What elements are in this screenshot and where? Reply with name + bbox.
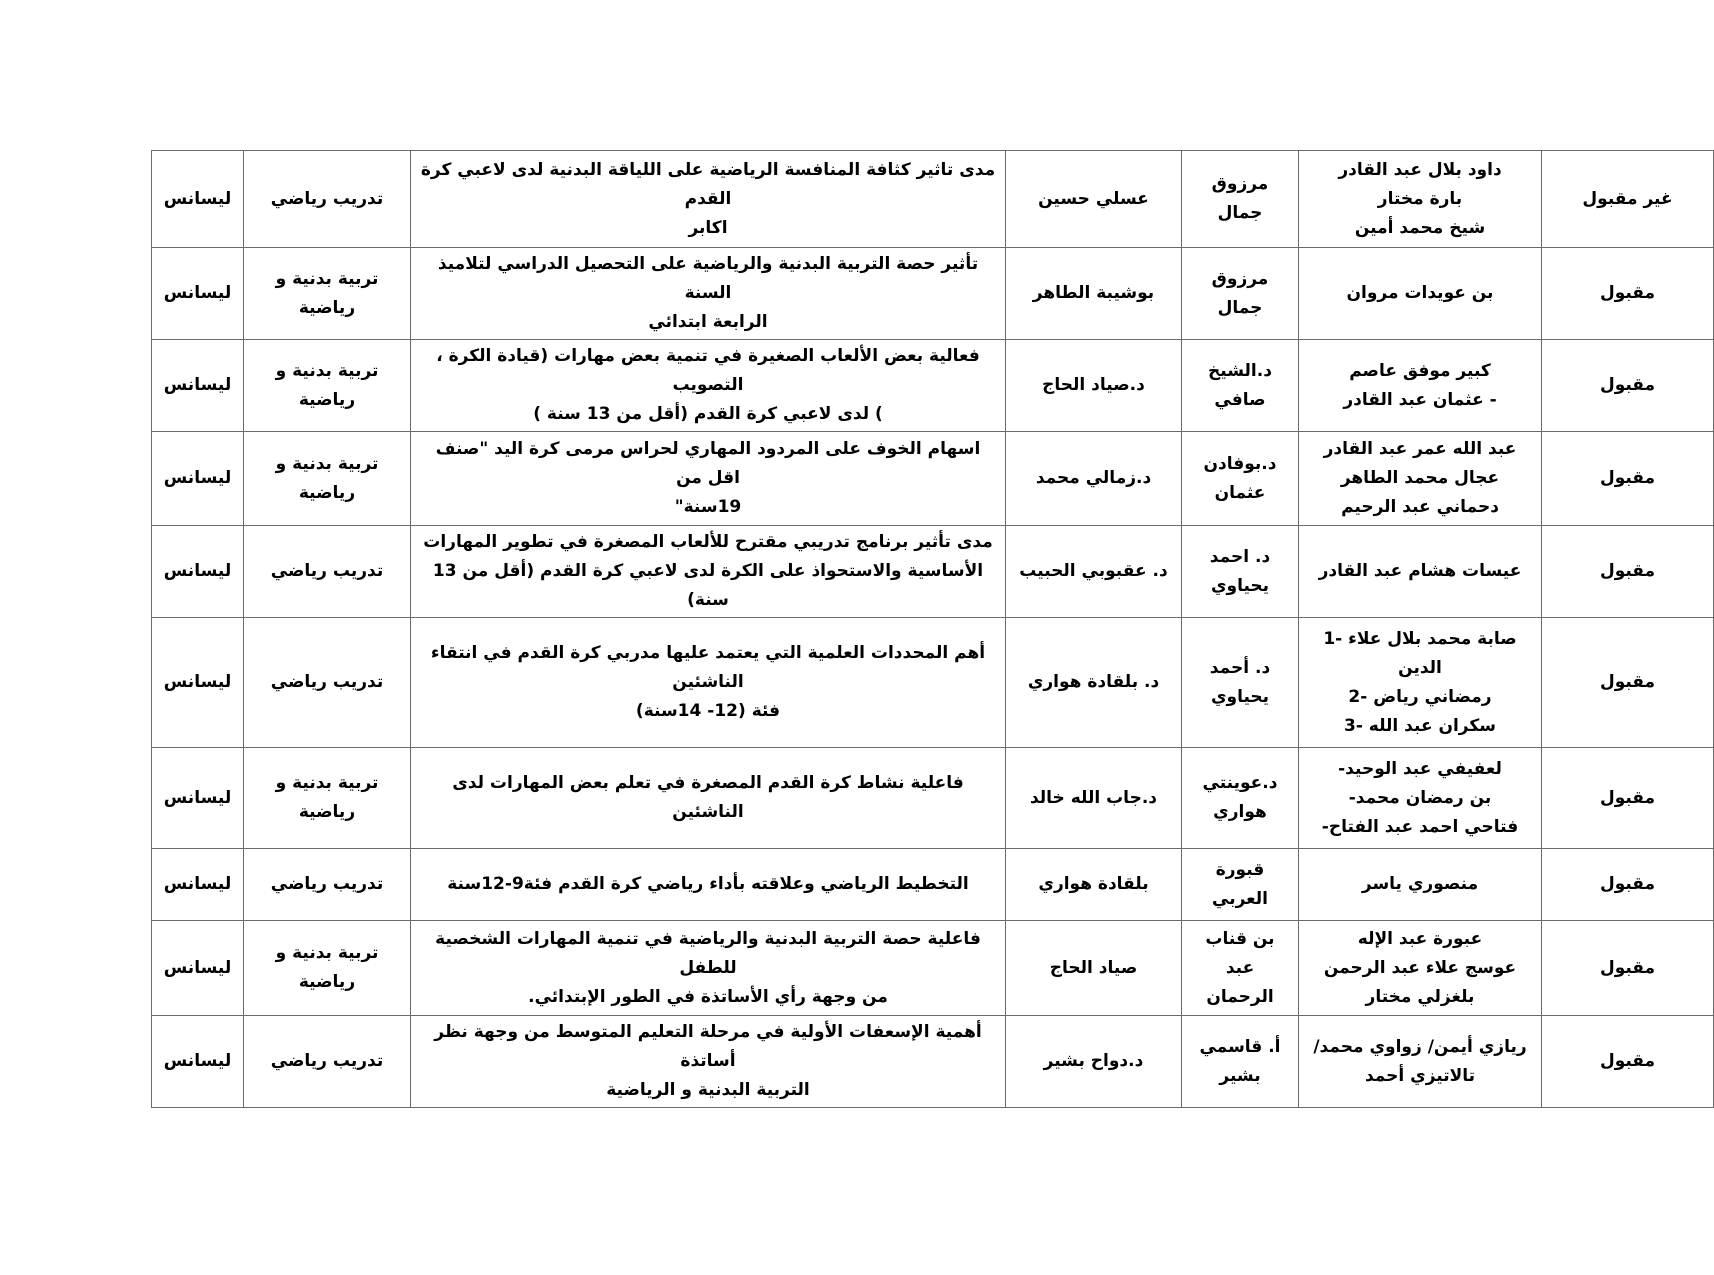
specialty-cell	[244, 340, 411, 432]
title-line: فاعلية حصة التربية البدنية والرياضية في تنمية المهارات الشخصية للطفل	[435, 928, 981, 978]
specialty-line: تربية بدنية و	[275, 773, 379, 793]
title-line: مدى تاثير كثافة المنافسة الرياضية على اللياقة البدنية لدى لاعبي كرة القدم	[420, 159, 996, 209]
co-supervisor-cell: د. بلقادة هواري	[1006, 618, 1182, 748]
title-line: فعالية بعض الألعاب الصغيرة في تنمية بعض مهارات (قيادة الكرة ، التصويب	[436, 346, 980, 395]
specialty-cell	[244, 248, 411, 340]
students-cell	[1299, 248, 1542, 340]
level-cell: ليسانس	[152, 340, 244, 432]
title-line: أهمية الإسعفات الأولية في مرحلة التعليم المتوسط من وجهة نظر أساتذة	[434, 1022, 982, 1071]
supervisor-cell	[1182, 432, 1299, 526]
co-supervisor-cell: د.صياد الحاج	[1006, 340, 1182, 432]
table-row	[152, 748, 1714, 849]
title-line: التربية البدنية و الرياضية	[606, 1080, 810, 1100]
co-supervisor-cell: عسلي حسين	[1006, 151, 1182, 248]
records-table	[151, 150, 1714, 1108]
title-line: مدى تأثير برنامج تدريبي مقترح للألعاب المصغرة في تطوير المهارات	[423, 532, 993, 552]
students-line: ريازي أيمن/ زواوي محمد/	[1313, 1036, 1527, 1057]
decision-cell: مقبول	[1542, 921, 1714, 1016]
title-cell	[411, 526, 1006, 618]
specialty-cell	[244, 748, 411, 849]
level-cell: ليسانس	[152, 849, 244, 921]
supervisor-line: بشير	[1219, 1065, 1261, 1086]
table-row	[152, 248, 1714, 340]
specialty-line: تدريب رياضي	[270, 1051, 384, 1071]
specialty-line: تدريب رياضي	[270, 672, 384, 692]
supervisor-line: الرحمان	[1206, 986, 1274, 1007]
supervisor-line: يحياوي	[1210, 686, 1270, 707]
level-cell: ليسانس	[152, 432, 244, 526]
co-supervisor-cell: د.جاب الله خالد	[1006, 748, 1182, 849]
students-line: - عثمان عبد القادر	[1343, 389, 1497, 410]
supervisor-line: مرزوق	[1211, 174, 1269, 194]
students-line: لعفيفي عبد الوحيد-	[1338, 758, 1502, 779]
title-line: ) لدى لاعبي كرة القدم (أقل من 13 سنة )	[533, 404, 883, 424]
students-cell	[1299, 849, 1542, 921]
students-line: شيخ محمد أمين	[1354, 217, 1486, 238]
co-supervisor-cell: صياد الحاج	[1006, 921, 1182, 1016]
specialty-cell	[244, 921, 411, 1016]
students-line: عجال محمد الطاهر	[1340, 468, 1500, 488]
supervisor-cell	[1182, 1016, 1299, 1108]
supervisor-line: مرزوق	[1211, 268, 1269, 289]
supervisor-cell	[1182, 151, 1299, 248]
table-row	[152, 618, 1714, 748]
students-cell	[1299, 921, 1542, 1016]
co-supervisor-cell: د. عقبوبي الحبيب	[1006, 526, 1182, 618]
specialty-line: تدريب رياضي	[270, 188, 384, 209]
supervisor-line: د. أحمد	[1209, 657, 1271, 678]
table-row	[152, 432, 1714, 526]
co-supervisor-cell: بوشيبة الطاهر	[1006, 248, 1182, 340]
students-line: فتاحي احمد عبد الفتاح-	[1321, 816, 1519, 837]
decision-cell: مقبول	[1542, 849, 1714, 921]
specialty-line: تدريب رياضي	[270, 561, 384, 581]
students-cell	[1299, 618, 1542, 748]
specialty-line: تدريب رياضي	[270, 874, 384, 894]
supervisor-line: د.عوينتي	[1202, 773, 1278, 793]
students-cell	[1299, 340, 1542, 432]
title-line: التخطيط الرياضي وعلاقته بأداء رياضي كرة القدم فئة9-12سنة	[447, 874, 969, 894]
level-cell: ليسانس	[152, 748, 244, 849]
title-line: من وجهة رأي الأساتذة في الطور الإبتدائي.	[528, 986, 888, 1007]
title-cell	[411, 432, 1006, 526]
students-line: عوسج علاء عبد الرحمن	[1323, 957, 1517, 978]
co-supervisor-cell: بلقادة هواري	[1006, 849, 1182, 921]
co-supervisor-cell: د.زمالي محمد	[1006, 432, 1182, 526]
supervisor-cell	[1182, 748, 1299, 849]
table-row	[152, 1016, 1714, 1108]
supervisor-line: أ. قاسمي	[1199, 1036, 1281, 1057]
table-row	[152, 849, 1714, 921]
specialty-line: رياضية	[298, 389, 356, 410]
students-line: منصوري ياسر	[1361, 874, 1479, 894]
supervisor-cell	[1182, 340, 1299, 432]
specialty-cell	[244, 526, 411, 618]
decision-cell: مقبول	[1542, 340, 1714, 432]
title-cell	[411, 151, 1006, 248]
title-line: 19سنة"	[674, 497, 742, 517]
students-line: صابة محمد بلال علاء -1	[1323, 628, 1517, 649]
title-cell	[411, 248, 1006, 340]
specialty-cell	[244, 432, 411, 526]
supervisor-cell	[1182, 618, 1299, 748]
decision-cell: مقبول	[1542, 432, 1714, 526]
students-line: بارة مختار	[1377, 188, 1463, 209]
students-line: عبد الله عمر عبد القادر	[1323, 439, 1517, 459]
supervisor-line: د.بوفادن	[1203, 453, 1277, 474]
students-line: داود بلال عبد القادر	[1338, 159, 1502, 180]
title-line: فاعلية نشاط كرة القدم المصغرة في تعلم بعض المهارات لدى الناشئين	[452, 773, 964, 822]
level-cell: ليسانس	[152, 921, 244, 1016]
title-line: فئة (12- 14سنة)	[635, 701, 781, 721]
specialty-cell	[244, 849, 411, 921]
table-row	[152, 921, 1714, 1016]
specialty-cell	[244, 1016, 411, 1108]
table-row	[152, 526, 1714, 618]
supervisor-cell	[1182, 248, 1299, 340]
students-cell	[1299, 432, 1542, 526]
level-cell: ليسانس	[152, 248, 244, 340]
supervisor-line: عثمان	[1214, 482, 1266, 503]
decision-cell: مقبول	[1542, 1016, 1714, 1108]
students-line: كبير موفق عاصم	[1349, 360, 1491, 381]
supervisor-line: د. احمد	[1209, 546, 1271, 567]
students-cell	[1299, 748, 1542, 849]
specialty-line: رياضية	[298, 802, 356, 822]
supervisor-line: صافي	[1214, 389, 1266, 410]
title-cell	[411, 1016, 1006, 1108]
title-line: الأساسية والاستحواذ على الكرة لدى لاعبي كرة القدم (أقل من 13 سنة)	[432, 561, 984, 610]
table-row	[152, 151, 1714, 248]
table-row	[152, 340, 1714, 432]
supervisor-line: عبد	[1225, 957, 1255, 978]
supervisor-cell	[1182, 921, 1299, 1016]
students-line: دحماني عبد الرحيم	[1341, 497, 1499, 517]
decision-cell: مقبول	[1542, 618, 1714, 748]
students-line: الدين	[1398, 657, 1442, 678]
specialty-line: رياضية	[298, 482, 356, 503]
students-line: عيسات هشام عبد القادر	[1318, 561, 1522, 581]
supervisor-cell	[1182, 526, 1299, 618]
title-line: الرابعة ابتدائي	[648, 312, 768, 332]
supervisor-line: يحياوي	[1210, 575, 1270, 596]
decision-cell: غير مقبول	[1542, 151, 1714, 248]
students-line: عبورة عبد الإله	[1357, 928, 1483, 949]
title-cell	[411, 748, 1006, 849]
supervisor-cell	[1182, 849, 1299, 921]
specialty-line: تربية بدنية و	[275, 268, 379, 289]
supervisor-line: العربي	[1212, 888, 1268, 909]
decision-cell: مقبول	[1542, 748, 1714, 849]
supervisor-line: هواري	[1213, 802, 1267, 822]
supervisor-line: جمال	[1217, 297, 1263, 318]
specialty-line: رياضية	[298, 972, 356, 992]
title-line: اكابر	[688, 217, 728, 238]
specialty-cell	[244, 618, 411, 748]
level-cell: ليسانس	[152, 618, 244, 748]
supervisor-line: د.الشيخ	[1208, 360, 1272, 381]
title-cell	[411, 340, 1006, 432]
supervisor-line: جمال	[1217, 203, 1263, 223]
level-cell: ليسانس	[152, 526, 244, 618]
decision-cell: مقبول	[1542, 248, 1714, 340]
title-line: تأثير حصة التربية البدنية والرياضية على التحصيل الدراسي لتلاميذ السنة	[437, 254, 979, 303]
specialty-cell	[244, 151, 411, 248]
students-cell	[1299, 1016, 1542, 1108]
students-line: رمضاني رياض -2	[1348, 686, 1492, 707]
level-cell: ليسانس	[152, 151, 244, 248]
title-cell	[411, 618, 1006, 748]
title-cell	[411, 849, 1006, 921]
students-line: بلغزلي مختار	[1365, 986, 1475, 1007]
specialty-line: تربية بدنية و	[275, 360, 379, 381]
title-line: أهم المحددات العلمية التي يعتمد عليها مدربي كرة القدم في انتقاء الناشئين	[430, 643, 986, 692]
title-cell	[411, 921, 1006, 1016]
students-line: بن رمضان محمد-	[1348, 787, 1492, 808]
students-line: تالاتيزي أحمد	[1364, 1065, 1476, 1086]
supervisor-line: قبورة	[1215, 859, 1265, 880]
title-line: اسهام الخوف على المردود المهاري لحراس مرمى كرة اليد "صنف اقل من	[435, 439, 981, 488]
students-line: بن عويدات مروان	[1346, 283, 1494, 303]
students-line: سكران عبد الله -3	[1343, 715, 1496, 736]
students-cell	[1299, 526, 1542, 618]
co-supervisor-cell: د.دواح بشير	[1006, 1016, 1182, 1108]
specialty-line: رياضية	[298, 297, 356, 318]
decision-cell: مقبول	[1542, 526, 1714, 618]
level-cell: ليسانس	[152, 1016, 244, 1108]
supervisor-line: بن قناب	[1205, 928, 1275, 949]
specialty-line: تربية بدنية و	[275, 453, 379, 474]
students-cell	[1299, 151, 1542, 248]
specialty-line: تربية بدنية و	[275, 943, 379, 963]
records-table-body	[152, 151, 1714, 1108]
